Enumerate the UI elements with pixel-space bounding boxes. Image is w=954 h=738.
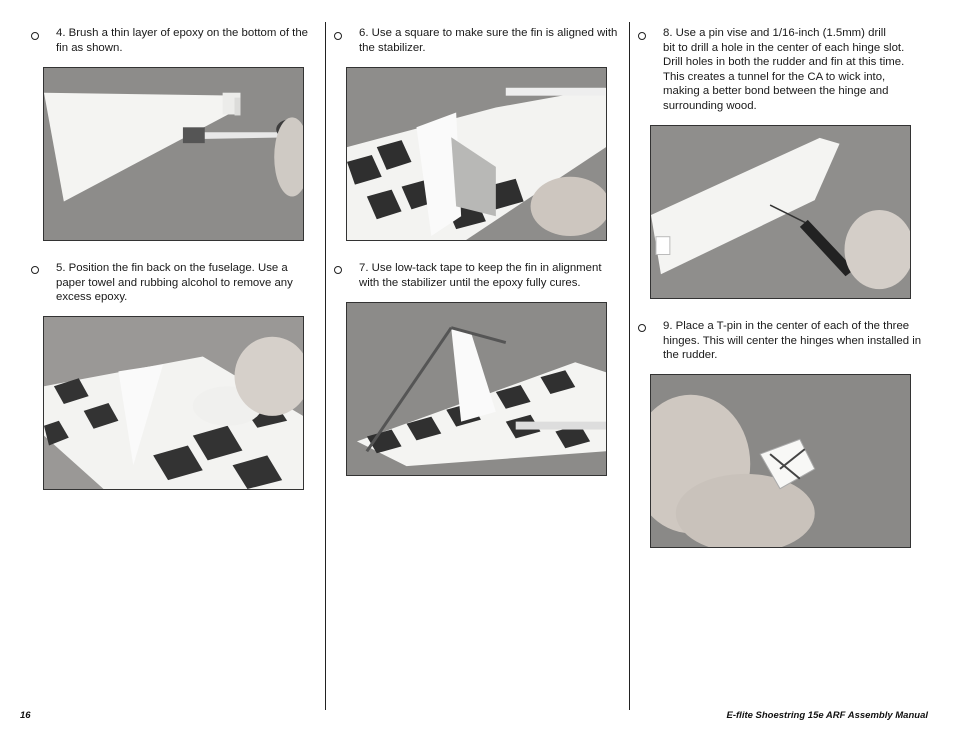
page-number: 16: [20, 710, 31, 721]
photo-wipe-excess-epoxy: [43, 316, 304, 490]
column-divider-2: [629, 22, 630, 710]
checkbox-circle-icon[interactable]: [31, 32, 39, 40]
step-4-text: 4. Brush a thin layer of epoxy on the bottom of the fin as shown.: [56, 27, 309, 54]
step-8-text: 8. Use a pin vise and 1/16-inch (1.5mm) drill bit to drill a hole in the center of each hinge slot. Drill holes in both the rudder and fin at this time. This creates a tunnel for the CA to wick into, making a better bond between the hinge and surrounding wood.: [663, 27, 905, 112]
step-5-text: 5. Position the fin back on the fuselage. Use a paper towel and rubbing alcohol to remove any excess epoxy.: [56, 262, 293, 304]
photo-brush-epoxy-fin: [43, 67, 304, 241]
photo-tpin-hinge: [650, 374, 911, 548]
checkbox-circle-icon[interactable]: [638, 324, 646, 332]
photo-tape-fin-alignment: [346, 302, 607, 476]
photo-square-align-fin: [346, 67, 607, 241]
checkbox-circle-icon[interactable]: [334, 32, 342, 40]
checkbox-circle-icon[interactable]: [31, 266, 39, 274]
photo-pin-vise-drill: [650, 125, 911, 299]
manual-title: E-flite Shoestring 15e ARF Assembly Manual: [726, 710, 928, 721]
column-divider-1: [325, 22, 326, 710]
checkbox-circle-icon[interactable]: [334, 266, 342, 274]
step-6-text: 6. Use a square to make sure the fin is aligned with the stabilizer.: [359, 27, 618, 54]
step-7-text: 7. Use low-tack tape to keep the fin in alignment with the stabilizer until the epoxy fully cures.: [359, 262, 602, 289]
step-9-text: 9. Place a T-pin in the center of each of the three hinges. This will center the hinges when installed in the rudder.: [663, 320, 922, 362]
checkbox-circle-icon[interactable]: [638, 32, 646, 40]
